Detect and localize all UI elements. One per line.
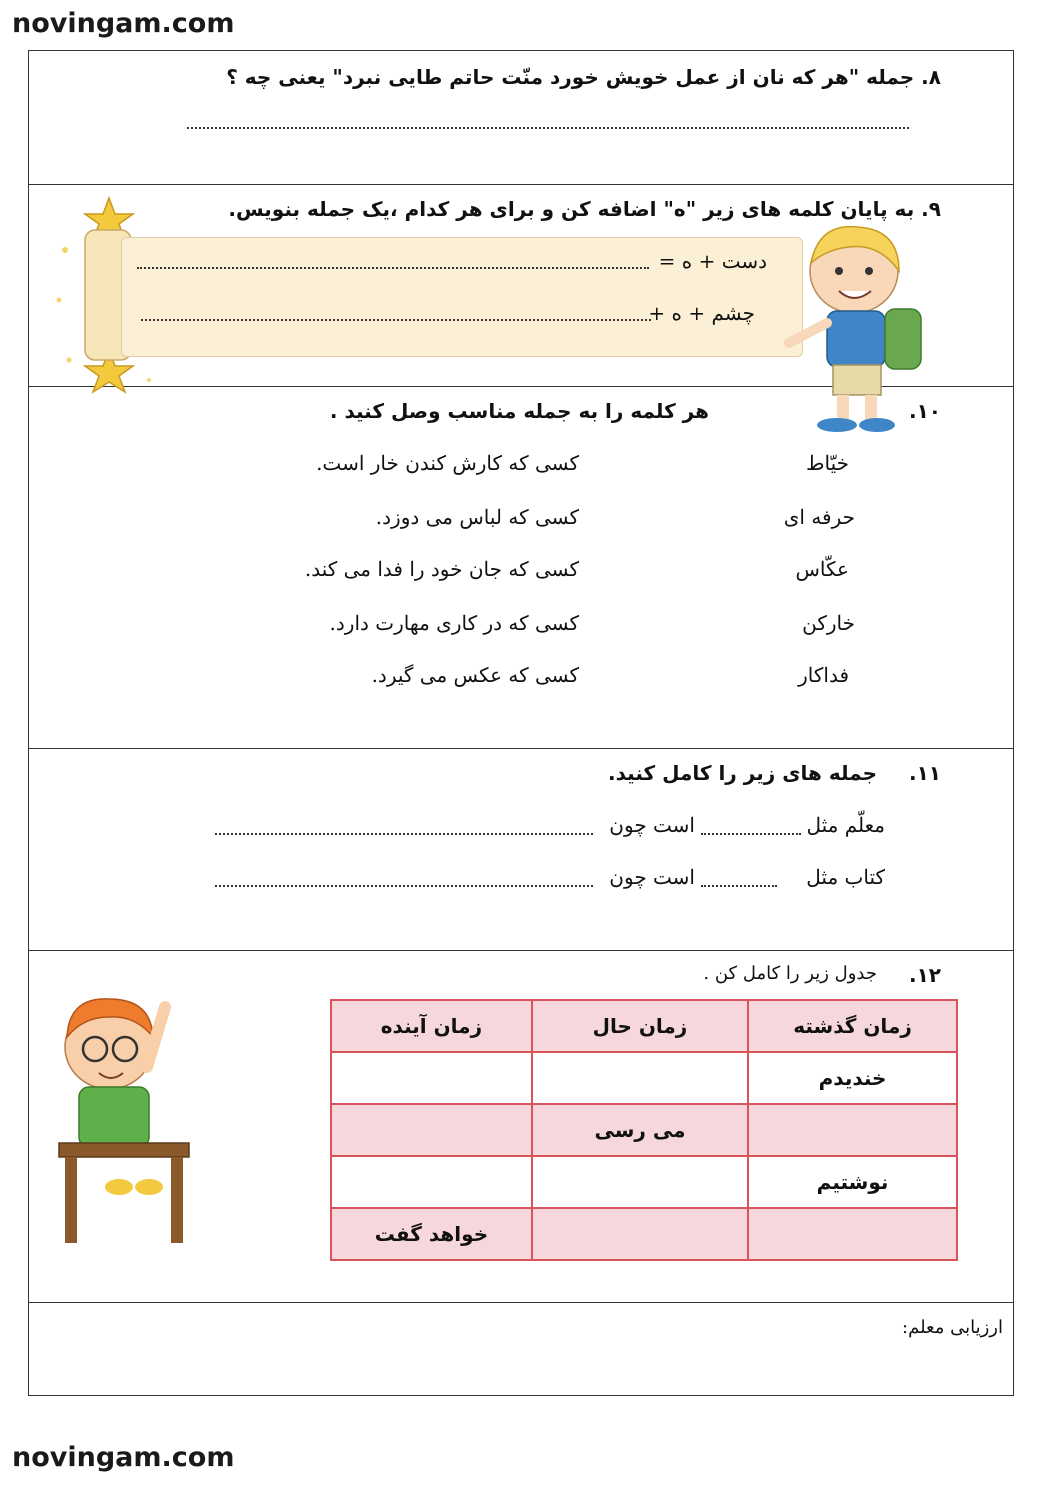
- teacher-evaluation-section: [29, 1303, 1013, 1397]
- cell-r4-present[interactable]: [532, 1208, 748, 1260]
- q9-title: [228, 197, 941, 221]
- q11-line2-blank1[interactable]: [701, 885, 777, 887]
- question-9: [29, 185, 1013, 387]
- q11-number: ۱۱.: [908, 761, 941, 785]
- q10-definition-2[interactable]: کسی که لباس می دوزد.: [375, 505, 579, 529]
- cell-r2-present[interactable]: می رسی: [532, 1104, 748, 1156]
- cell-r2-past[interactable]: [748, 1104, 957, 1156]
- worksheet-frame: [28, 50, 1014, 1396]
- q9-line2-label: چشم + ه +: [648, 301, 755, 325]
- question-8: [29, 51, 1013, 185]
- header-past: زمان گذشته: [748, 1000, 957, 1052]
- teacher-evaluation-label: ارزیابی معلم:: [902, 1317, 1003, 1338]
- q8-answer-line[interactable]: [187, 127, 909, 129]
- q12-title: جدول زیر را کامل کن .: [703, 963, 877, 984]
- cell-r1-future[interactable]: [331, 1052, 532, 1104]
- question-11: [29, 749, 1013, 951]
- cell-r1-past[interactable]: خندیدم: [748, 1052, 957, 1104]
- q9-line1-answer[interactable]: [137, 267, 649, 269]
- cell-r1-present[interactable]: [532, 1052, 748, 1104]
- cell-r2-future[interactable]: [331, 1104, 532, 1156]
- q11-line1-blank1[interactable]: [701, 833, 801, 835]
- q10-word-4[interactable]: خارکن: [802, 611, 855, 635]
- cell-r4-past[interactable]: [748, 1208, 957, 1260]
- q12-number: ۱۲.: [908, 963, 941, 987]
- watermark-bottom: novingam.com: [12, 1442, 235, 1473]
- q9-number: ۹.: [921, 197, 941, 221]
- table-row: [331, 1156, 957, 1208]
- q10-word-1[interactable]: خیّاط: [806, 451, 849, 475]
- student-raising-hand-illustration: [39, 977, 199, 1247]
- q10-word-3[interactable]: عکّاس: [795, 557, 849, 581]
- header-future: زمان آینده: [331, 1000, 532, 1052]
- q10-title: هر کلمه را به جمله مناسب وصل کنید .: [329, 399, 709, 423]
- q10-number: ۱۰.: [908, 399, 941, 423]
- header-present: زمان حال: [532, 1000, 748, 1052]
- q11-title: جمله های زیر را کامل کنید.: [608, 761, 877, 785]
- table-row: [331, 1052, 957, 1104]
- watermark-top: novingam.com: [12, 8, 235, 39]
- q10-definition-4[interactable]: کسی که در کاری مهارت دارد.: [329, 611, 579, 635]
- tense-table-header-row: [331, 1000, 957, 1052]
- q11-line1-blank2[interactable]: [215, 833, 593, 835]
- q10-definition-5[interactable]: کسی که عکس می گیرد.: [371, 663, 579, 687]
- table-row: [331, 1208, 957, 1260]
- q11-line1-start: معلّم مثل: [806, 813, 885, 837]
- q8-number: ۸.: [921, 65, 941, 89]
- q11-line2-blank2[interactable]: [215, 885, 593, 887]
- question-10: [29, 387, 1013, 749]
- q8-text: جمله "هر که نان از عمل خویش خورد منّت حاتم طایی نبرد" یعنی چه ؟: [226, 65, 915, 89]
- q11-line1-middle: است چون: [609, 813, 695, 837]
- table-row: [331, 1104, 957, 1156]
- q8-title: [226, 65, 941, 89]
- cell-r4-future[interactable]: خواهد گفت: [331, 1208, 532, 1260]
- tense-table: [330, 999, 958, 1261]
- q10-definition-1[interactable]: کسی که کارش کندن خار است.: [316, 451, 579, 475]
- q9-text: به پایان کلمه های زیر "ه" اضافه کن و برای هر کدام ،یک جمله بنویس.: [228, 197, 915, 221]
- q10-definition-3[interactable]: کسی که جان خود را فدا می کند.: [304, 557, 579, 581]
- q10-word-2[interactable]: حرفه ای: [783, 505, 855, 529]
- q9-line1-label: دست + ه =: [658, 249, 767, 273]
- cell-r3-present[interactable]: [532, 1156, 748, 1208]
- q9-line2-answer[interactable]: [141, 319, 651, 321]
- q11-line2-start: کتاب مثل: [806, 865, 885, 889]
- question-12: [29, 951, 1013, 1303]
- q10-word-5[interactable]: فداکار: [798, 663, 849, 687]
- cell-r3-past[interactable]: نوشتیم: [748, 1156, 957, 1208]
- q11-line2-middle: است چون: [609, 865, 695, 889]
- cell-r3-future[interactable]: [331, 1156, 532, 1208]
